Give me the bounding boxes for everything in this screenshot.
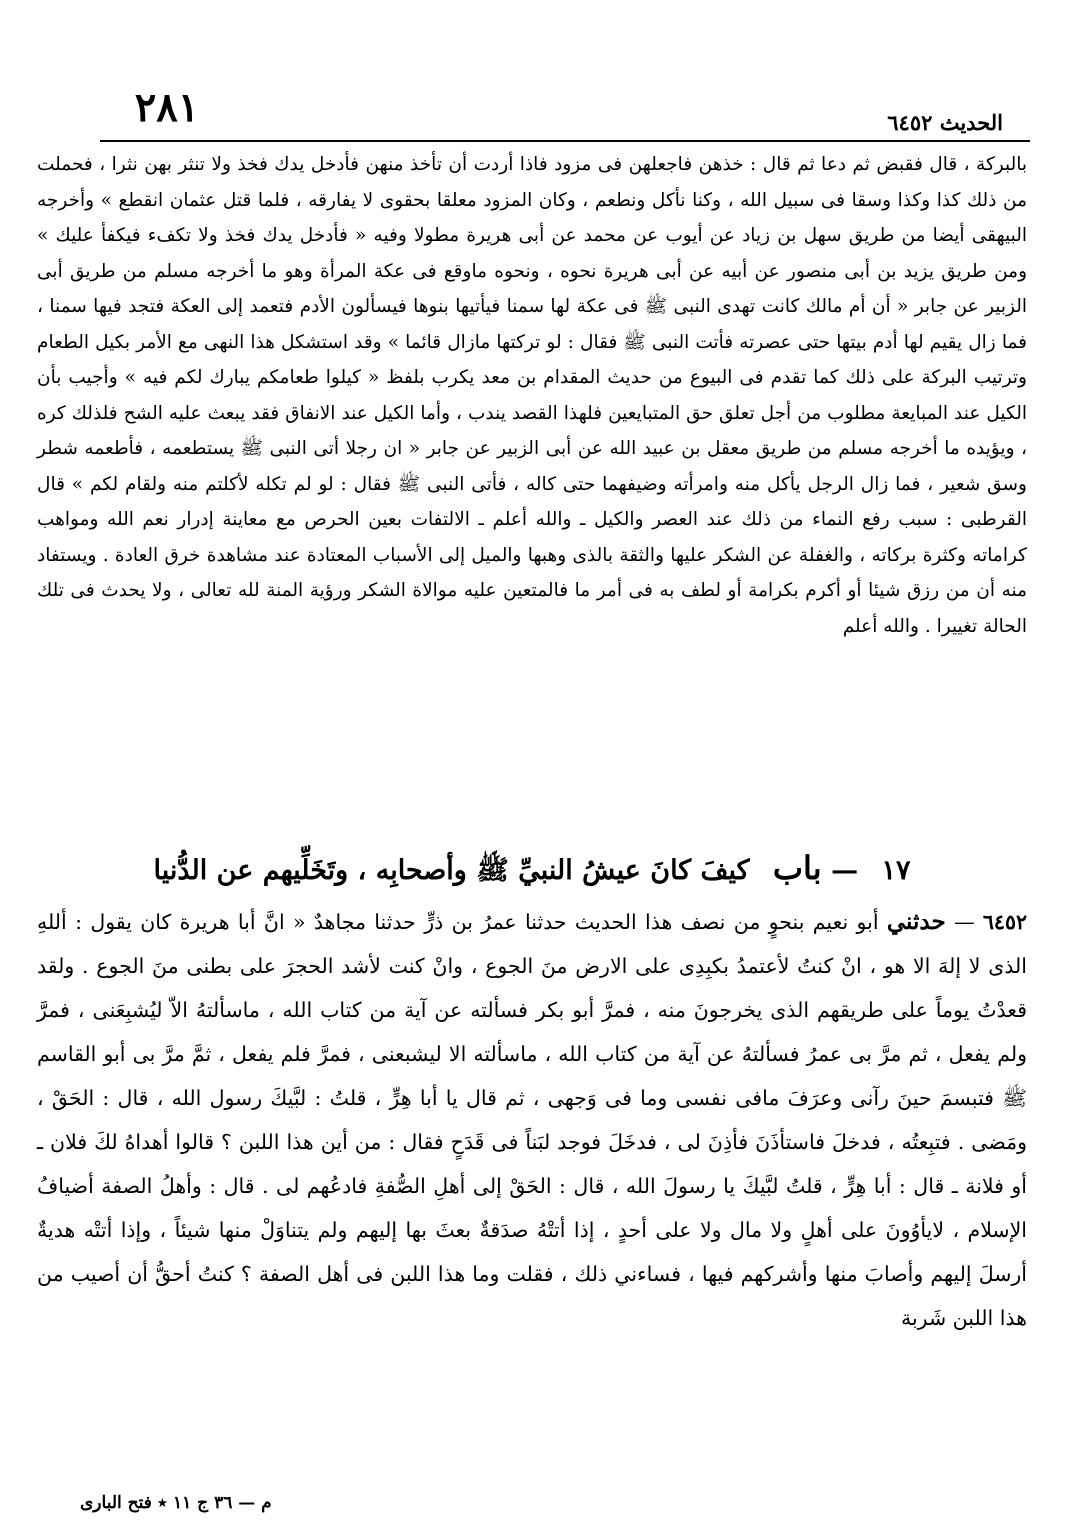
chapter-number: ١٧ [881, 855, 911, 886]
running-head: الحديث ٦٤٥٢ [887, 110, 1003, 135]
hadith-paragraph [37, 900, 1027, 1340]
chapter-dash: — [831, 855, 859, 886]
page-number: ٢٨١ [134, 84, 200, 131]
chapter-word: باب [772, 849, 822, 887]
chapter-heading [37, 848, 1027, 891]
hadith-block [37, 900, 1027, 1340]
chapter-title: كيفَ كانَ عيشُ النبيِّ ﷺ وأصحابِه ، وتَخَلِّيهم عن الدُّنيا [153, 855, 750, 886]
hadith-text: أبو نعيم بنحوٍ من نصف هذا الحديث حدثنا عمرُ بن ذرٍّ حدثنا مجاهدٌ « انَّ أبا هريرة كان يقول : أللهِ الذى لا إلهَ الا هو ، انْ كنتُ لأعتمدُ بكبِدِى على الارض منَ الجوع ، وانْ كنت لأشد الحجرَ على بطنى منَ الجوع . ولقد قعدْتُ يوماً على طريقهم الذى يخرجونَ منه ، فمرَّ أبو بكر فسألته عن آية من كتاب الله ، ماسألتهُ الاّ ليُشبِعَنى ، فمرَّ ولم يفعل ، ثم مرَّ بى عمرُ فسألتهُ عن آية من كتاب الله ، ماسألته الا ليشبعنى ، فمرَّ فلم يفعل ، ثمَّ مرَّ بى أبو القاسم ﷺ فتبسمَ حينَ رآنى وعرَفَ مافى نفسى وما فى وَجهى ، ثم قال يا أبا هِرٍّ ، قلتُ : لبَّيكَ رسول الله ، قال : الحَقْ ، ومَضى . فتبِعتُه ، فدخلَ فاستأذَنَ فأذِنَ لى ، فدخَلَ فوجد لبَناً فى قَدَحٍ فقال : من أين هذا اللبن ؟ قالوا أهداهُ لكَ فلان ـ أو فلانة ـ قال : أبا هِرٍّ ، قلتُ لبَّيكَ يا رسولَ الله ، قال : الحَقْ إلى أهلِ الصُّفةِ فادعُهم لى . قال : وأهلُ الصفة أضيافُ الإسلام ، لايأوُونَ على أهلٍ ولا مال ولا على أحدٍ ، إذا أتتْهُ صدَقةٌ بعثَ بها إليهم ولم يتناوَلْ منها شيئاً ، وإذا أتتْه هديةٌ أرسلَ إليهم وأصابَ منها وأشركهم فيها ، فساءني ذلك ، فقلت وما هذا اللبن فى أهل الصفة ؟ كنتُ أحقُّ أن أصيب من هذا اللبن شَربة [37, 910, 1027, 1330]
hadith-number: ٦٤٥٢ [982, 910, 1027, 934]
commentary-paragraph: بالبركة ، قال فقبض ثم دعا ثم قال : خذهن فاجعلهن فى مزود فاذا أردت أن تأخذ منهن فأدخل يدك فخذ ولا تنثر بهن نثرا ، فحملت من ذلك كذا وكذا وسقا فى سبيل الله ، وكنا نأكل ونطعم ، وكان المزود معلقا بحقوى لا يفارقه ، فلما قتل عثمان انقطع » وأخرجه البيهقى أيضا من طريق سهل بن زياد عن أيوب عن محمد عن أبى هريرة مطولا وفيه « فأدخل يدك فخذ ولا تكفء فيكفأ عليك » ومن طريق يزيد بن أبى منصور عن أبيه عن أبى هريرة نحوه ، ونحوه ماوقع فى عكة المرأة وهو ما أخرجه مسلم من طريق أبى الزبير عن جابر « أن أم مالك كانت تهدى النبى ﷺ فى عكة لها سمنا فيأتيها بنوها فيسألون الأدم فتعمد إلى العكة فتجد فيها سمنا ، فما زال يقيم لها أدم بيتها حتى عصرته فأتت النبى ﷺ فقال : لو تركتها مازال قائما » وقد استشكل هذا النهى مع الأمر بكيل الطعام وترتيب البركة على ذلك كما تقدم فى البيوع من حديث المقدام بن معد يكرب بلفظ « كيلوا طعامكم يبارك لكم فيه » وأجيب بأن الكيل عند المبايعة مطلوب من أجل تعلق حق المتبايعين فلهذا القصد يندب ، وأما الكيل عند الانفاق فقد يبعث عليه الشح فلذلك كره ، ويؤيده ما أخرجه مسلم من طريق معقل بن عبيد الله عن أبى الزبير عن جابر « ان رجلا أتى النبى ﷺ يستطعمه ، فأطعمه شطر وسق شعير ، فما زال الرجل يأكل منه وامرأته وضيفهما حتى كاله ، فأتى النبى ﷺ فقال : لو لم تكله لأكلتم منه ولقام لكم » قال القرطبى : سبب رفع النماء من ذلك عند العصر والكيل ـ والله أعلم ـ الالتفات بعين الحرص مع معاينة إدرار نعم الله ومواهب كراماته وكثرة بركاته ، والغفلة عن الشكر عليها والثقة بالذى وهبها والميل إلى الأسباب المعتادة عند مشاهدة خرق العادة . ويستفاد منه أن من رزق شيئا أو أكرم بكرامة أو لطف به فى أمر ما فالمتعين عليه موالاة الشكر ورؤية المنة لله تعالى ، ولا يحدث فى تلك الحالة تغييرا . والله أعلم [37, 154, 1027, 637]
header-divider [100, 140, 1030, 142]
hadith-dash: — [954, 910, 975, 934]
commentary-block [37, 147, 1027, 644]
hadith-opening: حدثني [886, 908, 946, 935]
footer-signature: م — ٣٦ ج ١١ ٭ فتح البارى [80, 1493, 272, 1513]
